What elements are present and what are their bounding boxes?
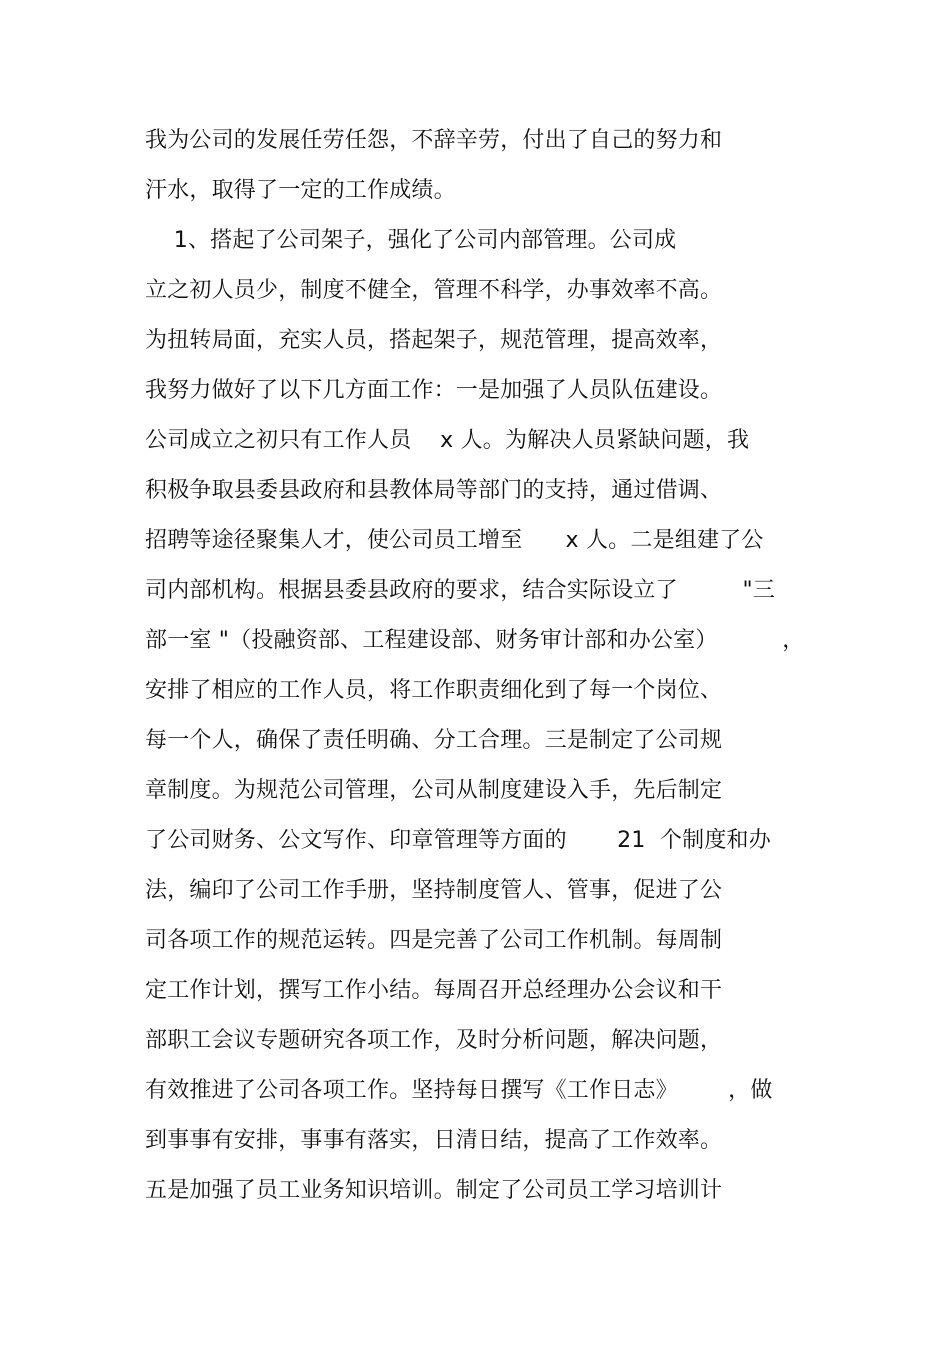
body-line-8: 积极争取县委县政府和县教体局等部门的支持，通过借调、 (145, 478, 723, 503)
body-line-10: 司内部机构。根据县委县政府的要求，结合实际设立了 "三 (145, 578, 776, 603)
body-line-13: 每一个人，确保了责任明确、分工合理。三是制定了公司规 (145, 728, 723, 753)
body-line-22: 五是加强了员工业务知识培训。制定了公司员工学习培训计 (145, 1178, 723, 1203)
body-line-15: 了公司财务、公文写作、印章管理等方面的 21 个制度和办 (145, 828, 771, 853)
body-line-1: 我为公司的发展任劳任怨，不辞辛劳，付出了自己的努力和 (145, 128, 723, 153)
body-line-11: 部一室 "（投融资部、工程建设部、财务审计部和办公室） ， (145, 628, 805, 653)
body-line-12: 安排了相应的工作人员，将工作职责细化到了每一个岗位、 (145, 678, 723, 703)
body-line-5: 为扭转局面，充实人员，搭起架子，规范管理，提高效率， (145, 328, 723, 353)
body-line-7: 公司成立之初只有工作人员 x 人。为解决人员紧缺问题，我 (145, 428, 750, 453)
body-line-16: 法，编印了公司工作手册，坚持制度管人、管事，促进了公 (145, 878, 723, 903)
body-line-3: 1、搭起了公司架子，强化了公司内部管理。公司成 (145, 228, 677, 253)
body-line-18: 定工作计划，撰写工作小结。每周召开总经理办公会议和干 (145, 978, 723, 1003)
body-line-2: 汗水，取得了一定的工作成绩。 (145, 178, 456, 203)
body-line-20: 有效推进了公司各项工作。坚持每日撰写《工作日志》 ，做 (145, 1078, 773, 1103)
body-line-4: 立之初人员少，制度不健全，管理不科学，办事效率不高。 (145, 278, 723, 303)
body-line-21: 到事事有安排，事事有落实，日清日结，提高了工作效率。 (145, 1128, 723, 1153)
body-line-17: 司各项工作的规范运转。四是完善了公司工作机制。每周制 (145, 928, 723, 953)
body-line-6: 我努力做好了以下几方面工作：一是加强了人员队伍建设。 (145, 378, 723, 403)
body-line-14: 章制度。为规范公司管理，公司从制度建设入手，先后制定 (145, 778, 723, 803)
body-line-19: 部职工会议专题研究各项工作，及时分析问题，解决问题， (145, 1028, 723, 1053)
body-line-9: 招聘等途径聚集人才，使公司员工增至 x 人。二是组建了公 (145, 528, 764, 553)
